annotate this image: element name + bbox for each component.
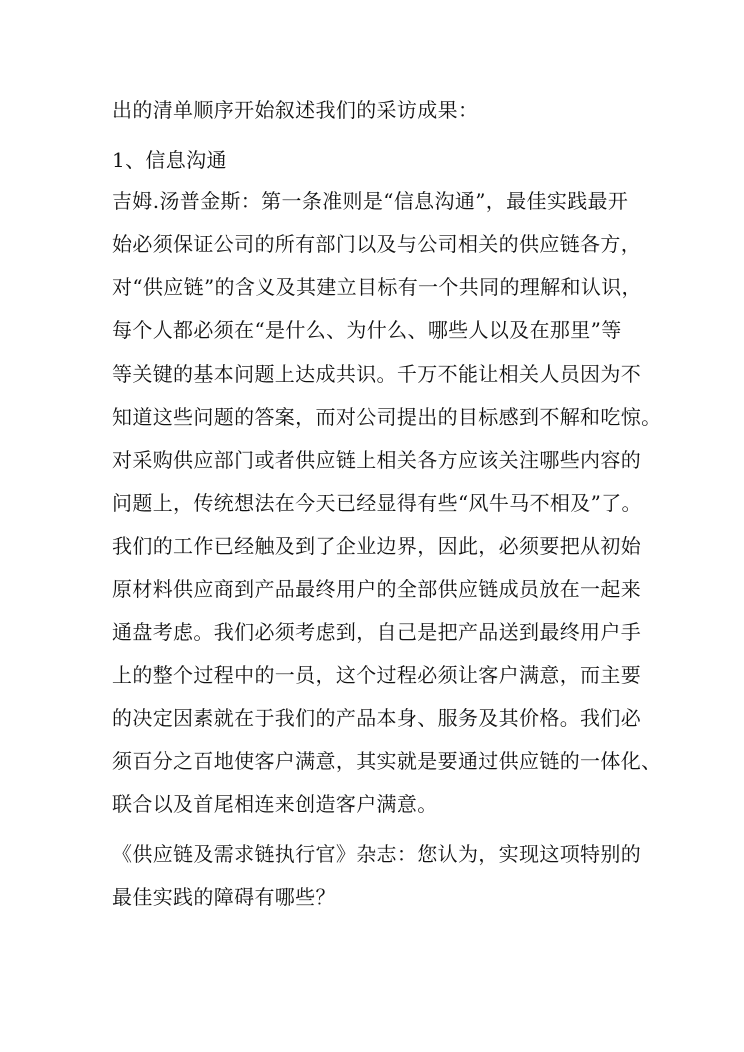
text-line: 问题上，传统想法在今天已经显得有些“风牛马不相及”了。	[112, 491, 642, 515]
text-line: 每个人都必须在“是什么、为什么、哪些人以及在那里”等	[112, 318, 622, 342]
text-line: 我们的工作已经触及到了企业边界，因此，必须要把从初始	[112, 534, 642, 558]
text-line: 最佳实践的障碍有哪些？	[112, 885, 336, 909]
section-heading: 1、信息沟通	[112, 148, 227, 172]
text-line: 吉姆.汤普金斯：第一条准则是“信息沟通”，最佳实践最开	[112, 189, 629, 213]
text-line: 始必须保证公司的所有部门以及与公司相关的供应链各方，	[112, 232, 642, 256]
text-line: 原材料供应商到产品最终用户的全部供应链成员放在一起来	[112, 577, 642, 601]
text-line: 须百分之百地使客户满意，其实就是要通过供应链的一体化、	[112, 749, 662, 773]
text-line: 对“供应链”的含义及其建立目标有一个共同的理解和认识，	[112, 275, 642, 299]
text-line: 通盘考虑。我们必须考虑到，自己是把产品送到最终用户手	[112, 620, 642, 644]
text-line: 等关键的基本问题上达成共识。千万不能让相关人员因为不	[112, 362, 642, 386]
text-line: 知道这些问题的答案，而对公司提出的目标感到不解和吃惊。	[112, 405, 662, 429]
text-line: 的决定因素就在于我们的产品本身、服务及其价格。我们必	[112, 706, 642, 730]
text-line: 上的整个过程中的一员，这个过程必须让客户满意，而主要	[112, 663, 642, 687]
text-line: 对采购供应部门或者供应链上相关各方应该关注哪些内容的	[112, 448, 642, 472]
text-line: 联合以及首尾相连来创造客户满意。	[112, 792, 438, 816]
text-line: 《供应链及需求链执行官》杂志：您认为，实现这项特别的	[112, 842, 642, 866]
text-line: 出的清单顺序开始叙述我们的采访成果：	[112, 98, 479, 122]
